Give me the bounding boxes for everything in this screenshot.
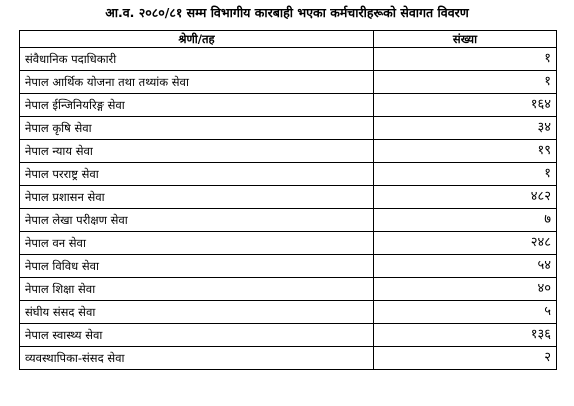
table-row [20, 117, 557, 140]
table-row [20, 71, 557, 94]
service-count: ५ [374, 301, 557, 324]
column-header-category: श्रेणी/तह [20, 31, 374, 48]
table-row [20, 94, 557, 117]
service-count: ४० [374, 278, 557, 301]
service-name: नेपाल कृषि सेवा [20, 117, 374, 140]
table-row [20, 140, 557, 163]
service-name: संघीय संसद सेवा [20, 301, 374, 324]
service-name: नेपाल वन सेवा [20, 232, 374, 255]
service-count: ४८२ [374, 186, 557, 209]
service-count: १ [374, 163, 557, 186]
service-count: २ [374, 347, 557, 370]
table-row [20, 48, 557, 71]
service-count: १ [374, 71, 557, 94]
service-count: १९ [374, 140, 557, 163]
table-row [20, 232, 557, 255]
service-count: १६४ [374, 94, 557, 117]
service-count: १ [374, 48, 557, 71]
service-name: संवैधानिक पदाधिकारी [20, 48, 374, 71]
table-row [20, 324, 557, 347]
table-row [20, 163, 557, 186]
table-row [20, 347, 557, 370]
table-row [20, 301, 557, 324]
service-name: नेपाल परराष्ट्र सेवा [20, 163, 374, 186]
service-name: नेपाल ईन्जिनियरिङ्ग सेवा [20, 94, 374, 117]
table-row [20, 186, 557, 209]
table-row [20, 278, 557, 301]
table-row [20, 209, 557, 232]
column-header-count: संख्या [374, 31, 557, 48]
page-title: आ.व. २०८०/८१ सम्म विभागीय कारबाही भएका कर्मचारीहरूको सेवागत विवरण [105, 5, 469, 20]
service-name: नेपाल स्वास्थ्य सेवा [20, 324, 374, 347]
service-count: ५४ [374, 255, 557, 278]
service-count: ७ [374, 209, 557, 232]
service-name: नेपाल विविध सेवा [20, 255, 374, 278]
service-count: ३४ [374, 117, 557, 140]
service-name: नेपाल आर्थिक योजना तथा तथ्यांक सेवा [20, 71, 374, 94]
service-name: नेपाल न्याय सेवा [20, 140, 374, 163]
service-table [19, 30, 557, 370]
service-name: नेपाल लेखा परीक्षण सेवा [20, 209, 374, 232]
service-count: १३६ [374, 324, 557, 347]
table-row [20, 255, 557, 278]
service-name: नेपाल शिक्षा सेवा [20, 278, 374, 301]
service-name: नेपाल प्रशासन सेवा [20, 186, 374, 209]
service-count: २४८ [374, 232, 557, 255]
table-header-row [20, 31, 557, 48]
service-name: व्यवस्थापिका-संसद सेवा [20, 347, 374, 370]
